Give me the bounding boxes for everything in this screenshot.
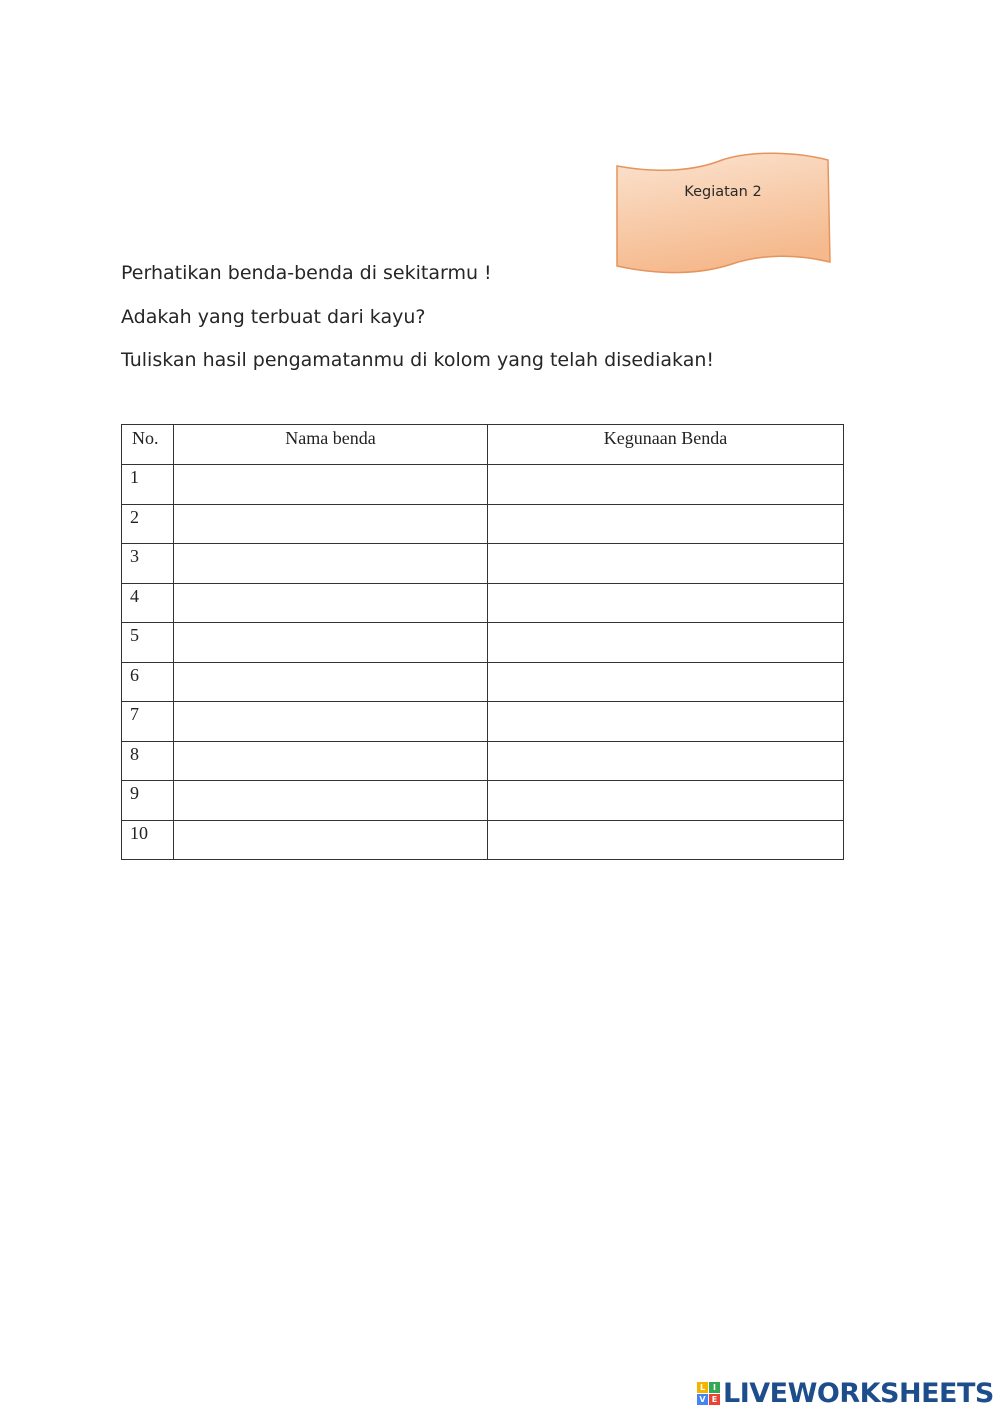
table-row [122, 465, 844, 505]
table-row [122, 741, 844, 781]
nama-benda-cell[interactable] [174, 504, 488, 544]
row-number-cell: 2 [122, 504, 174, 544]
liveworksheets-logo [697, 1376, 994, 1410]
header-no: No. [122, 425, 174, 465]
nama-benda-cell[interactable] [174, 623, 488, 663]
liveworksheets-logo-icon [697, 1382, 720, 1405]
row-number-cell: 4 [122, 583, 174, 623]
kegunaan-benda-cell[interactable] [488, 544, 844, 584]
logo-text: LIVEWORKSHEETS [723, 1377, 994, 1409]
header-kegunaan-benda: Kegunaan Benda [488, 425, 844, 465]
table-row [122, 820, 844, 860]
instruction-line-3: Tuliskan hasil pengamatanmu di kolom yang telah disediakan! [121, 349, 714, 371]
nama-benda-cell[interactable] [174, 465, 488, 505]
kegunaan-benda-cell[interactable] [488, 820, 844, 860]
kegunaan-benda-cell[interactable] [488, 583, 844, 623]
instruction-line-2: Adakah yang terbuat dari kayu? [121, 306, 426, 328]
table-row [122, 583, 844, 623]
nama-benda-cell[interactable] [174, 781, 488, 821]
wavy-banner-shape [612, 150, 834, 278]
row-number-cell: 6 [122, 662, 174, 702]
kegunaan-benda-cell[interactable] [488, 465, 844, 505]
kegunaan-benda-cell[interactable] [488, 702, 844, 742]
logo-block-e: E [709, 1394, 720, 1405]
row-number-cell: 8 [122, 741, 174, 781]
kegunaan-benda-cell[interactable] [488, 504, 844, 544]
logo-block-l: L [697, 1382, 708, 1393]
nama-benda-cell[interactable] [174, 820, 488, 860]
row-number-cell: 5 [122, 623, 174, 663]
table-row [122, 504, 844, 544]
row-number-cell: 9 [122, 781, 174, 821]
nama-benda-cell[interactable] [174, 741, 488, 781]
banner-label: Kegiatan 2 [684, 184, 762, 200]
header-nama-benda: Nama benda [174, 425, 488, 465]
kegunaan-benda-cell[interactable] [488, 623, 844, 663]
row-number-cell: 10 [122, 820, 174, 860]
kegunaan-benda-cell[interactable] [488, 781, 844, 821]
table-row [122, 662, 844, 702]
kegunaan-benda-cell[interactable] [488, 741, 844, 781]
row-number-cell: 1 [122, 465, 174, 505]
activity-banner [612, 150, 834, 278]
observation-table [121, 424, 844, 860]
table-row [122, 702, 844, 742]
table-header-row [122, 425, 844, 465]
nama-benda-cell[interactable] [174, 544, 488, 584]
row-number-cell: 7 [122, 702, 174, 742]
table-row [122, 544, 844, 584]
nama-benda-cell[interactable] [174, 702, 488, 742]
kegunaan-benda-cell[interactable] [488, 662, 844, 702]
table-row [122, 623, 844, 663]
logo-block-v: V [697, 1394, 708, 1405]
logo-block-i: I [709, 1382, 720, 1393]
instruction-line-1: Perhatikan benda-benda di sekitarmu ! [121, 262, 492, 284]
row-number-cell: 3 [122, 544, 174, 584]
nama-benda-cell[interactable] [174, 583, 488, 623]
table-row [122, 781, 844, 821]
nama-benda-cell[interactable] [174, 662, 488, 702]
